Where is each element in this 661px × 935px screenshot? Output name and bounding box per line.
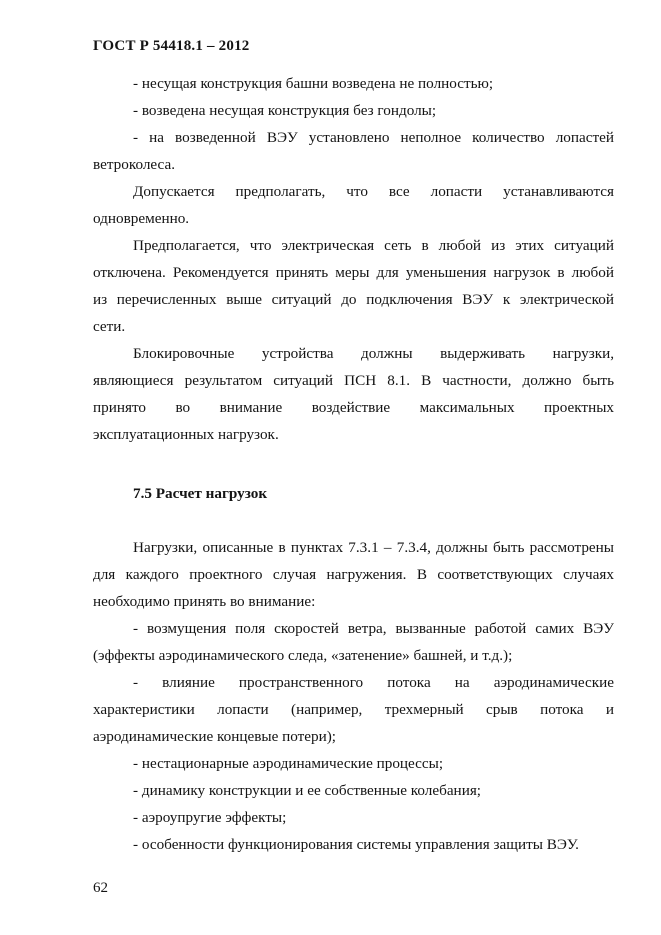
text-line: - возведена несущая конструкция без гондолы; bbox=[133, 102, 437, 119]
text-line: одновременно. bbox=[93, 210, 190, 227]
text-line: отключена. Рекомендуется принять меры для уменьшения нагрузок в любой bbox=[93, 264, 614, 281]
text-line: сети. bbox=[93, 318, 126, 335]
section-heading: 7.5 Расчет нагрузок bbox=[133, 485, 268, 502]
text-line: - несущая конструкция башни возведена не полностью; bbox=[133, 75, 494, 92]
text-line: характеристики лопасти (например, трехмерный срыв потока и bbox=[93, 701, 614, 718]
text-line: принято во внимание воздействие максимальных проектных bbox=[93, 399, 614, 416]
text-line: для каждого проектного случая нагружения. В соответствующих случаях bbox=[93, 566, 614, 583]
text-line: - аэроупругие эффекты; bbox=[133, 809, 287, 826]
text-line: (эффекты аэродинамического следа, «затенение» башней, и т.д.); bbox=[93, 647, 513, 664]
text-line: являющиеся результатом ситуаций ПСН 8.1. В частности, должно быть bbox=[93, 372, 614, 389]
text-line: ветроколеса. bbox=[93, 156, 175, 173]
text-line: - на возведенной ВЭУ установлено неполное количество лопастей bbox=[133, 129, 614, 146]
text-line: - возмущения поля скоростей ветра, вызванные работой самих ВЭУ bbox=[133, 620, 614, 637]
text-line: эксплуатационных нагрузок. bbox=[93, 426, 279, 443]
document-header: ГОСТ Р 54418.1 – 2012 bbox=[93, 38, 250, 54]
text-line: - нестационарные аэродинамические процессы; bbox=[133, 755, 444, 772]
text-line: - динамику конструкции и ее собственные колебания; bbox=[133, 782, 482, 799]
text-line: - особенности функционирования системы управления защиты ВЭУ. bbox=[133, 836, 579, 853]
text-line: из перечисленных выше ситуаций до подключения ВЭУ к электрической bbox=[93, 291, 614, 308]
text-line: аэродинамические концевые потери); bbox=[93, 728, 337, 745]
text-line: - влияние пространственного потока на аэродинамические bbox=[133, 674, 614, 691]
text-line: Предполагается, что электрическая сеть в любой из этих ситуаций bbox=[133, 237, 614, 254]
text-line: Нагрузки, описанные в пунктах 7.3.1 – 7.3.4, должны быть рассмотрены bbox=[133, 539, 614, 556]
text-line: необходимо принять во внимание: bbox=[93, 593, 316, 610]
text-line: Допускается предполагать, что все лопасти устанавливаются bbox=[133, 183, 614, 200]
page-number: 62 bbox=[93, 880, 108, 896]
text-line: Блокировочные устройства должны выдерживать нагрузки, bbox=[133, 345, 614, 362]
